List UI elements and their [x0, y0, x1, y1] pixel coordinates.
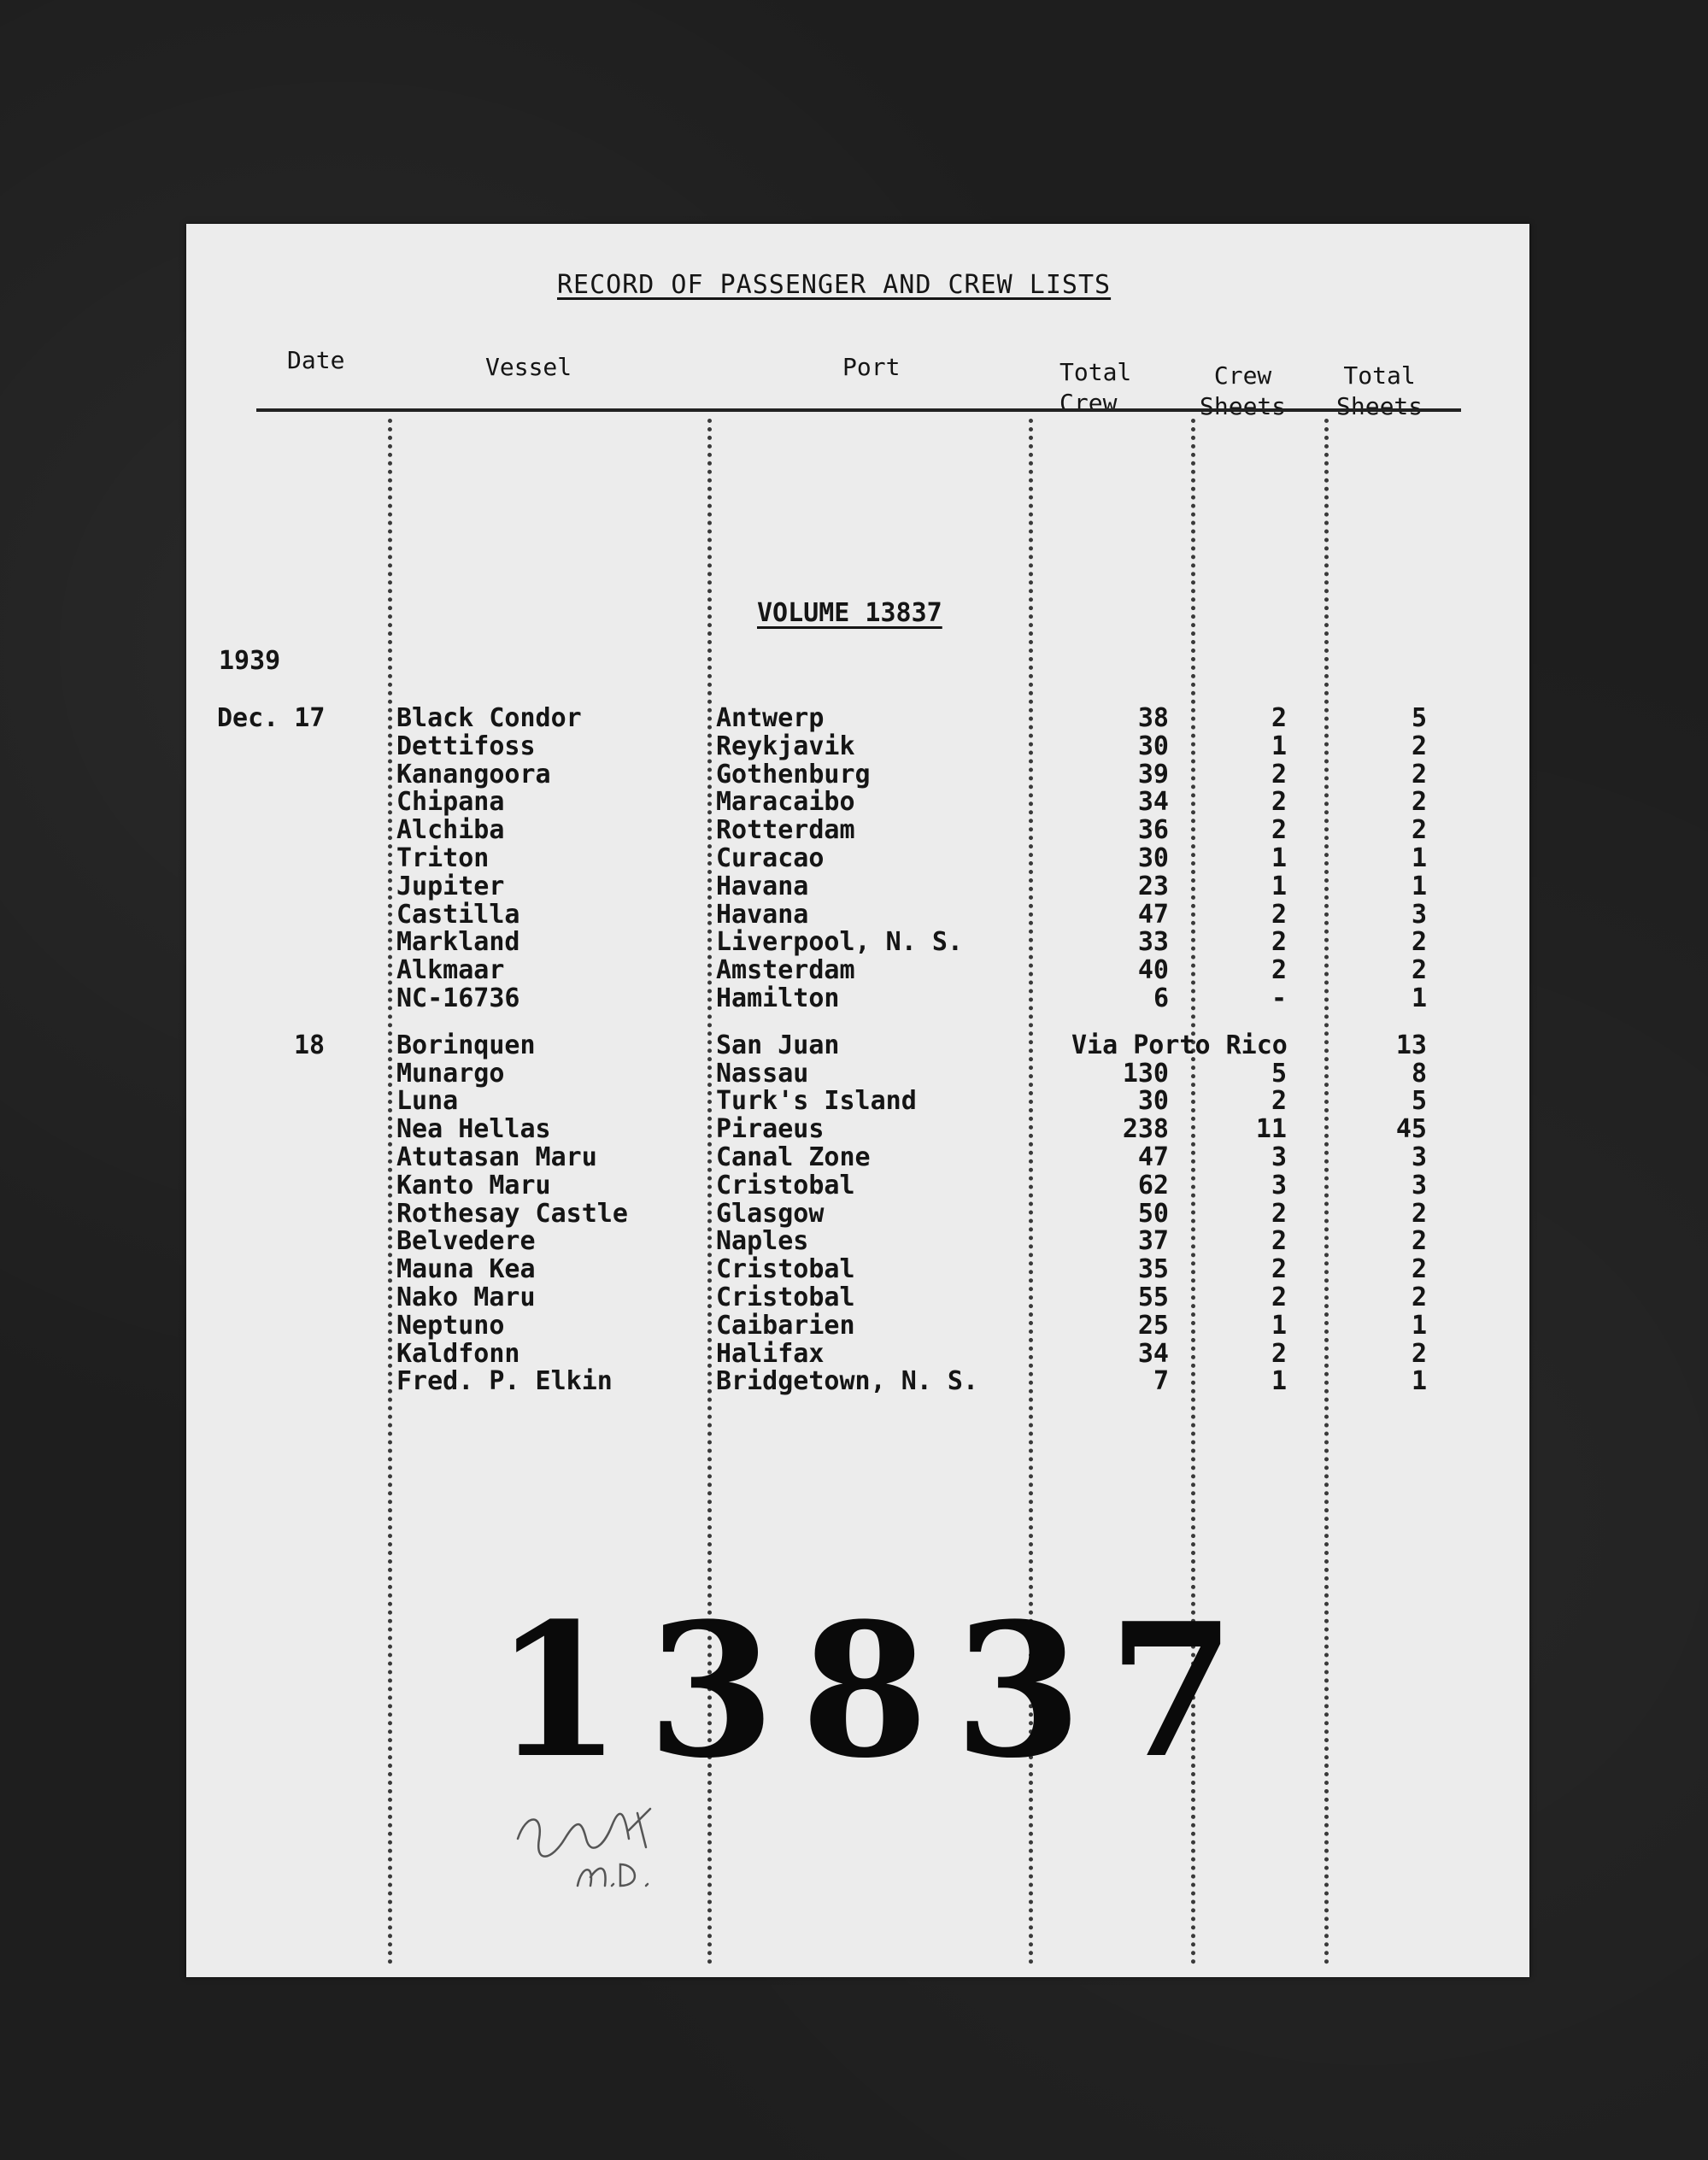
- cell-port: Liverpool, N. S.: [716, 927, 963, 958]
- cell-port: Piraeus: [716, 1114, 825, 1145]
- cell-crew-sheets: 2: [1271, 787, 1287, 818]
- cell-vessel: Castilla: [396, 899, 520, 930]
- cell-port: Glasgow: [716, 1198, 825, 1229]
- cell-total-sheets: 2: [1411, 1198, 1427, 1229]
- cell-vessel: Alkmaar: [396, 955, 505, 986]
- cell-vessel: Chipana: [396, 787, 505, 818]
- cell-total-crew: 25: [1137, 1310, 1169, 1341]
- cell-total-crew: 50: [1137, 1198, 1169, 1229]
- cell-port: San Juan: [716, 1030, 840, 1060]
- cell-total-crew: 30: [1137, 731, 1169, 761]
- cell-vessel: Nako Maru: [396, 1282, 536, 1312]
- cell-total-crew: 47: [1137, 1142, 1169, 1172]
- cell-port: Naples: [716, 1226, 809, 1257]
- cell-port: Curacao: [716, 843, 825, 873]
- cell-total-sheets: 2: [1411, 731, 1427, 761]
- cell-total-crew: 34: [1137, 1338, 1169, 1369]
- cell-port: Cristobal: [716, 1254, 855, 1285]
- cell-crew-sheets: 1: [1271, 843, 1287, 873]
- cell-port: Maracaibo: [716, 787, 855, 818]
- header-crew-sheets-line2: Sheets: [1200, 392, 1287, 420]
- cell-port: Gothenburg: [716, 759, 871, 789]
- cell-total-sheets: 45: [1395, 1114, 1427, 1145]
- cell-date: 18: [294, 1030, 326, 1060]
- cell-crew-sheets: 2: [1271, 703, 1287, 733]
- cell-crew-sheets: 2: [1271, 955, 1287, 986]
- cell-crew-sheets: 2: [1271, 1226, 1287, 1257]
- header-rule: [256, 408, 1461, 412]
- cell-vessel: Dettifoss: [396, 731, 536, 761]
- cell-total-crew: 36: [1137, 815, 1169, 846]
- cell-vessel: Black Condor: [396, 703, 582, 733]
- cell-total-crew: 55: [1137, 1282, 1169, 1312]
- cell-crew-sheets: 2: [1271, 1282, 1287, 1312]
- cell-total-sheets: 1: [1411, 871, 1427, 901]
- cell-total-sheets: 1: [1411, 983, 1427, 1013]
- cell-port: Caibarien: [716, 1310, 855, 1341]
- cell-total-sheets: 1: [1411, 1366, 1427, 1397]
- cell-total-crew: 238: [1122, 1114, 1169, 1145]
- header-total-sheets-line2: Sheets: [1336, 392, 1423, 420]
- cell-crew-sheets: 2: [1271, 1198, 1287, 1229]
- cell-vessel: Kanto Maru: [396, 1170, 551, 1200]
- cell-total-sheets: 2: [1411, 1254, 1427, 1285]
- cell-total-crew: 130: [1122, 1058, 1169, 1089]
- cell-crew-sheets: 11: [1255, 1114, 1287, 1145]
- cell-vessel: Atutasan Maru: [396, 1142, 597, 1172]
- cell-vessel: Munargo: [396, 1058, 505, 1089]
- cell-port: Cristobal: [716, 1282, 855, 1312]
- header-port: Port: [842, 353, 901, 381]
- cell-total-sheets: 2: [1411, 787, 1427, 818]
- cell-date: Dec. 17: [217, 703, 326, 733]
- cell-vessel: Borinquen: [396, 1030, 536, 1060]
- cell-total-sheets: 5: [1411, 1086, 1427, 1117]
- cell-vessel: Belvedere: [396, 1226, 536, 1257]
- cell-total-sheets: 1: [1411, 843, 1427, 873]
- cell-total-crew: 6: [1153, 983, 1169, 1013]
- header-total-sheets: [1336, 361, 1423, 422]
- cell-crew-sheets: 2: [1271, 1254, 1287, 1285]
- cell-vessel: Luna: [396, 1086, 459, 1117]
- cell-crew-sheets: 1: [1271, 1366, 1287, 1397]
- header-crew-sheets-line1: Crew: [1213, 361, 1272, 390]
- cell-port: Canal Zone: [716, 1142, 871, 1172]
- cell-crew-sheets: 2: [1271, 815, 1287, 846]
- cell-crew-sheets: 2: [1271, 927, 1287, 958]
- cell-total-crew: 39: [1137, 759, 1169, 789]
- cell-total-crew: 30: [1137, 843, 1169, 873]
- cell-crew-sheets: 1: [1271, 1310, 1287, 1341]
- handwritten-note: [501, 1779, 672, 1907]
- cell-port: Bridgetown, N. S.: [716, 1366, 979, 1397]
- cell-total-crew: 35: [1137, 1254, 1169, 1285]
- column-divider: [388, 419, 392, 1965]
- cell-vessel: NC-16736: [396, 983, 520, 1013]
- header-total-crew-line1: Total: [1059, 358, 1132, 386]
- cell-vessel: Nea Hellas: [396, 1114, 551, 1145]
- cell-vessel: Kaldfonn: [396, 1338, 520, 1369]
- cell-crew-sheets: 5: [1271, 1058, 1287, 1089]
- cell-crew-sheets: 1: [1271, 871, 1287, 901]
- cell-total-crew: 33: [1137, 927, 1169, 958]
- cell-port: Halifax: [716, 1338, 825, 1369]
- cell-vessel: Markland: [396, 927, 520, 958]
- cell-total-crew: 37: [1137, 1226, 1169, 1257]
- cell-total-sheets: 2: [1411, 927, 1427, 958]
- cell-crew-sheets: 3: [1271, 1170, 1287, 1200]
- header-vessel: Vessel: [485, 353, 572, 381]
- cell-total-sheets: 2: [1411, 1226, 1427, 1257]
- header-crew-sheets: [1200, 361, 1286, 422]
- cell-total-sheets: 2: [1411, 759, 1427, 789]
- header-date: Date: [287, 346, 345, 374]
- cell-port: Amsterdam: [716, 955, 855, 986]
- cell-crew-sheets: 2: [1271, 1338, 1287, 1369]
- cell-port: Reykjavik: [716, 731, 855, 761]
- cell-total-sheets: 8: [1411, 1058, 1427, 1089]
- cell-vessel: Rothesay Castle: [396, 1198, 628, 1229]
- cell-total-crew: Via Porto Rico: [1071, 1030, 1288, 1060]
- cell-port: Nassau: [716, 1058, 809, 1089]
- cell-total-crew: 30: [1137, 1086, 1169, 1117]
- cell-total-sheets: 5: [1411, 703, 1427, 733]
- cell-crew-sheets: 3: [1271, 1142, 1287, 1172]
- cell-port: Hamilton: [716, 983, 840, 1013]
- cell-total-sheets: 2: [1411, 815, 1427, 846]
- document-title: RECORD OF PASSENGER AND CREW LISTS: [557, 270, 1112, 300]
- cell-vessel: Triton: [396, 843, 490, 873]
- cell-port: Turk's Island: [716, 1086, 917, 1117]
- cell-crew-sheets: 2: [1271, 899, 1287, 930]
- cell-total-sheets: 13: [1395, 1030, 1427, 1060]
- cell-port: Havana: [716, 871, 809, 901]
- cell-total-sheets: 1: [1411, 1310, 1427, 1341]
- cell-vessel: Mauna Kea: [396, 1254, 536, 1285]
- cell-port: Rotterdam: [716, 815, 855, 846]
- year-label: 1939: [219, 646, 281, 676]
- document-page: [186, 224, 1529, 1977]
- cell-total-crew: 34: [1137, 787, 1169, 818]
- cell-total-sheets: 2: [1411, 1282, 1427, 1312]
- cell-port: Havana: [716, 899, 809, 930]
- cell-vessel: Alchiba: [396, 815, 505, 846]
- volume-stamp-number: 13837: [494, 1582, 1261, 1799]
- cell-total-crew: 7: [1153, 1366, 1169, 1397]
- cell-total-crew: 38: [1137, 703, 1169, 733]
- cell-crew-sheets: -: [1271, 983, 1287, 1013]
- cell-crew-sheets: 2: [1271, 1086, 1287, 1117]
- cell-total-crew: 40: [1137, 955, 1169, 986]
- cell-total-sheets: 2: [1411, 955, 1427, 986]
- cell-port: Cristobal: [716, 1170, 855, 1200]
- cell-total-sheets: 3: [1411, 899, 1427, 930]
- cell-total-sheets: 3: [1411, 1142, 1427, 1172]
- header-total-sheets-line1: Total: [1343, 361, 1416, 390]
- cell-total-crew: 23: [1137, 871, 1169, 901]
- cell-total-sheets: 3: [1411, 1170, 1427, 1200]
- cell-total-crew: 62: [1137, 1170, 1169, 1200]
- volume-label: VOLUME 13837: [757, 598, 942, 628]
- cell-total-sheets: 2: [1411, 1338, 1427, 1369]
- column-divider: [1324, 419, 1329, 1965]
- cell-vessel: Fred. P. Elkin: [396, 1366, 613, 1397]
- cell-vessel: Kanangoora: [396, 759, 551, 789]
- cell-total-crew: 47: [1137, 899, 1169, 930]
- cell-port: Antwerp: [716, 703, 825, 733]
- cell-vessel: Neptuno: [396, 1310, 505, 1341]
- header-total-crew-line2: Crew: [1059, 389, 1118, 417]
- cell-vessel: Jupiter: [396, 871, 505, 901]
- cell-crew-sheets: 1: [1271, 731, 1287, 761]
- cell-crew-sheets: 2: [1271, 759, 1287, 789]
